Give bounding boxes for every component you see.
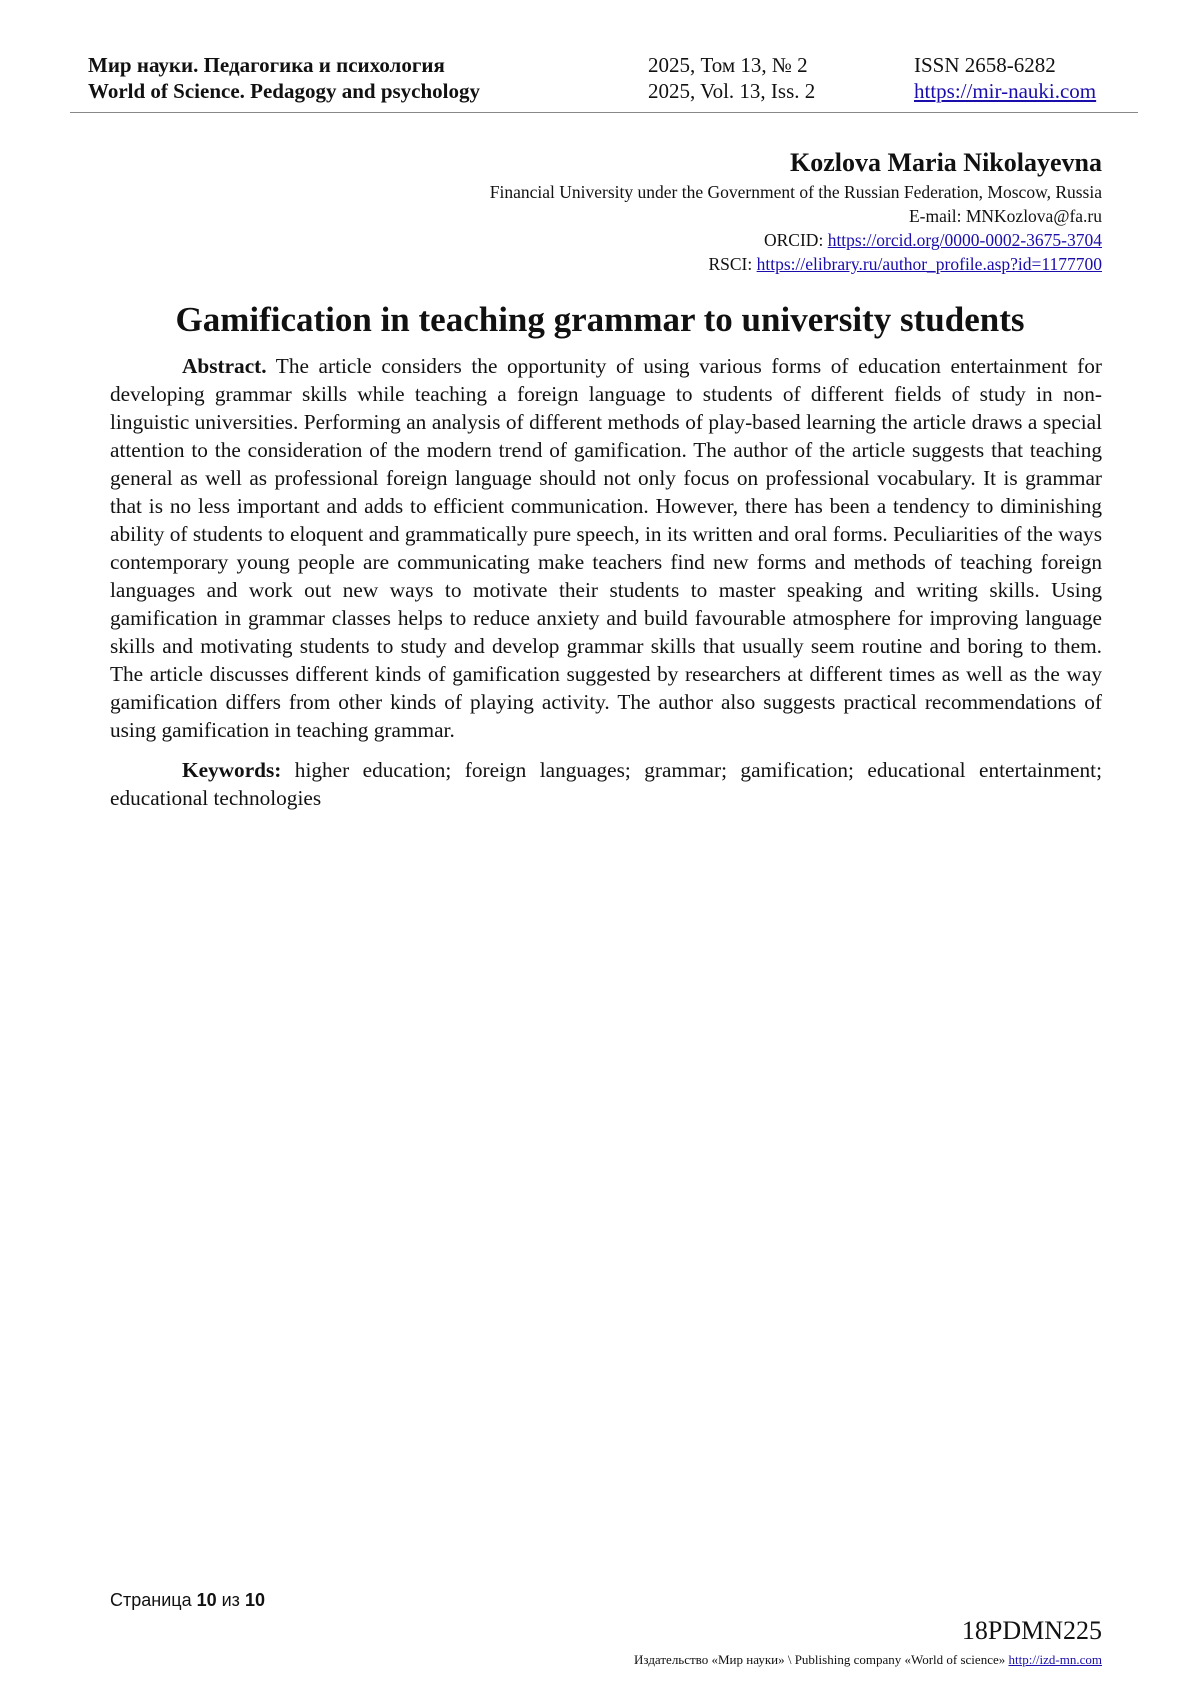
page-counter xyxy=(110,1590,265,1611)
journal-title-ru: Мир науки. Педагогика и психология xyxy=(88,53,445,77)
orcid-label: ORCID: xyxy=(764,230,828,250)
journal-site-link[interactable]: https://mir-nauki.com xyxy=(914,79,1097,103)
article-title: Gamification in teaching grammar to university students xyxy=(175,300,1025,339)
issue-info-ru: 2025, Том 13, № 2 xyxy=(648,53,808,77)
page-mid: из xyxy=(216,1590,245,1610)
page-total: 10 xyxy=(244,1590,265,1610)
rsci-link[interactable]: https://elibrary.ru/author_profile.asp?id=1177700 xyxy=(756,254,1102,274)
rsci-label: RSCI: xyxy=(708,254,757,274)
abstract-label: Abstract. xyxy=(182,354,267,378)
issue-info xyxy=(648,52,815,104)
orcid-link[interactable]: https://orcid.org/0000-0002-3675-3704 xyxy=(827,230,1102,250)
author-affiliation: Financial University under the Government of the Russian Federation, Moscow, Russia xyxy=(489,182,1102,202)
author-email: E-mail: MNKozlova@fa.ru xyxy=(908,206,1102,226)
page-current: 10 xyxy=(196,1590,217,1610)
keywords-paragraph xyxy=(110,756,1102,812)
issn-block xyxy=(914,52,1096,104)
keywords-text: higher education; foreign languages; grammar; gamification; educational entertainment; educational technologies xyxy=(110,758,1102,810)
publisher-link[interactable]: http://izd-mn.com xyxy=(1008,1652,1102,1667)
author-rsci xyxy=(202,252,1102,276)
journal-title-en: World of Science. Pedagogy and psychology xyxy=(88,79,481,103)
journal-title xyxy=(88,52,480,104)
issue-info-en: 2025, Vol. 13, Iss. 2 xyxy=(648,79,816,103)
publisher-text: Издательство «Мир науки» \ Publishing company «World of science» xyxy=(634,1652,1009,1667)
publisher-line xyxy=(634,1652,1102,1668)
issn: ISSN 2658-6282 xyxy=(914,53,1056,77)
page-prefix: Страница xyxy=(110,1590,197,1610)
abstract-text: The article considers the opportunity of using various forms of education entertainment for developing grammar skills while teaching a foreign language to students of different fields of study in non-linguistic universities. Performing an analysis of different methods of play-based learning the article draws a special attention to the consideration of the modern trend of gamification. The author of the article suggests that teaching general as well as professional foreign language should not only focus on professional vocabulary. It is grammar that is no less important and adds to efficient communication. However, there has been a tendency to diminishing ability of students to eloquent and grammatically pure speech, in its written and oral forms. Peculiarities of the ways contemporary young people are communicating make teachers find new forms and methods of teaching foreign languages and work out new ways to motivate their students to master speaking and writing skills. Using gamification in grammar classes helps to reduce anxiety and build favourable atmosphere for improving language skills and motivating students to study and develop grammar skills that usually seem routine and boring to them. The article discusses different kinds of gamification suggested by researchers at different times as well as the way gamification differs from other kinds of playing activity. The author also suggests practical recommendations of using gamification in teaching grammar. xyxy=(110,354,1102,742)
keywords-label: Keywords: xyxy=(182,758,282,782)
abstract-section xyxy=(110,352,1102,812)
header-divider xyxy=(70,112,1138,113)
author-name: Kozlova Maria Nikolayevna xyxy=(790,148,1102,177)
article-code: 18PDMN225 xyxy=(961,1616,1102,1645)
author-block xyxy=(202,146,1102,276)
abstract-paragraph xyxy=(110,352,1102,744)
author-orcid xyxy=(202,228,1102,252)
